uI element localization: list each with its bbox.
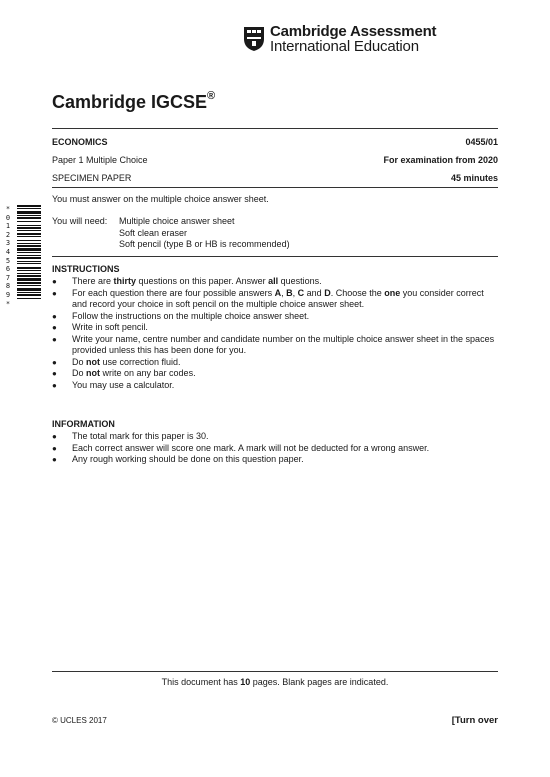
- exam-from: For examination from 2020: [383, 155, 498, 165]
- materials-list: [119, 216, 290, 251]
- copyright: © UCLES 2017: [52, 716, 107, 725]
- subject-row: [52, 137, 498, 147]
- barcode: [17, 205, 41, 299]
- subject: ECONOMICS: [52, 137, 108, 147]
- paper-type: SPECIMEN PAPER: [52, 173, 132, 183]
- crest-icon: [243, 26, 265, 52]
- registered-mark: ®: [207, 90, 216, 102]
- logo-line-2: International Education: [270, 38, 419, 55]
- information-list: [52, 431, 498, 466]
- barcode-digits: * 0 1 2 3 4 5 6 7 8 9 *: [5, 205, 11, 308]
- divider-bottom: [52, 671, 498, 672]
- list-item: ● Any rough working should be done on this question paper.: [52, 454, 498, 466]
- paper-row: [52, 155, 498, 165]
- divider-2: [52, 187, 498, 188]
- divider-top: [52, 128, 498, 129]
- divider-3: [52, 256, 498, 257]
- material-item: Soft clean eraser: [119, 227, 188, 238]
- list-item: ● Write in soft pencil.: [52, 322, 498, 334]
- list-item: ● You may use a calculator.: [52, 380, 498, 392]
- answer-note: You must answer on the multiple choice answer sheet.: [52, 194, 269, 204]
- type-row: [52, 173, 498, 183]
- page-count-note: This document has 10 pages. Blank pages are indicated.: [161, 677, 389, 687]
- list-item: ● Do not write on any bar codes.: [52, 368, 498, 380]
- material-item: Soft pencil (type B or HB is recommended): [119, 239, 290, 249]
- list-item: ● There are thirty questions on this paper. Answer all questions.: [52, 276, 498, 288]
- paper-code: 0455/01: [465, 137, 498, 147]
- cambridge-logo: [243, 24, 436, 54]
- list-item: ● For each question there are four possible answers A, B, C and D. Choose the one you consider correct and record your choice in soft pencil on the multiple choice answer sheet.: [52, 288, 498, 311]
- paper-name: Paper 1 Multiple Choice: [52, 155, 148, 165]
- turn-over: [Turn over: [451, 715, 498, 726]
- material-item: Multiple choice answer sheet: [119, 216, 235, 226]
- logo-line-1: Cambridge Assessment: [270, 23, 437, 40]
- list-item: ● Write your name, centre number and candidate number on the multiple choice answer sheet in the spaces provided unless this has been done for you.: [52, 334, 498, 357]
- instructions-list: [52, 276, 498, 391]
- qualification-title: Cambridge IGCSE®: [52, 90, 216, 112]
- list-item: ● Do not use correction fluid.: [52, 357, 498, 369]
- information-heading: INFORMATION: [52, 419, 115, 429]
- instructions-heading: INSTRUCTIONS: [52, 264, 120, 274]
- duration: 45 minutes: [450, 173, 498, 183]
- list-item: ● Each correct answer will score one mark. A mark will not be deducted for a wrong answer.: [52, 443, 498, 455]
- list-item: ● The total mark for this paper is 30.: [52, 431, 498, 443]
- list-item: ● Follow the instructions on the multiple choice answer sheet.: [52, 311, 498, 323]
- need-label: You will need:: [52, 216, 108, 226]
